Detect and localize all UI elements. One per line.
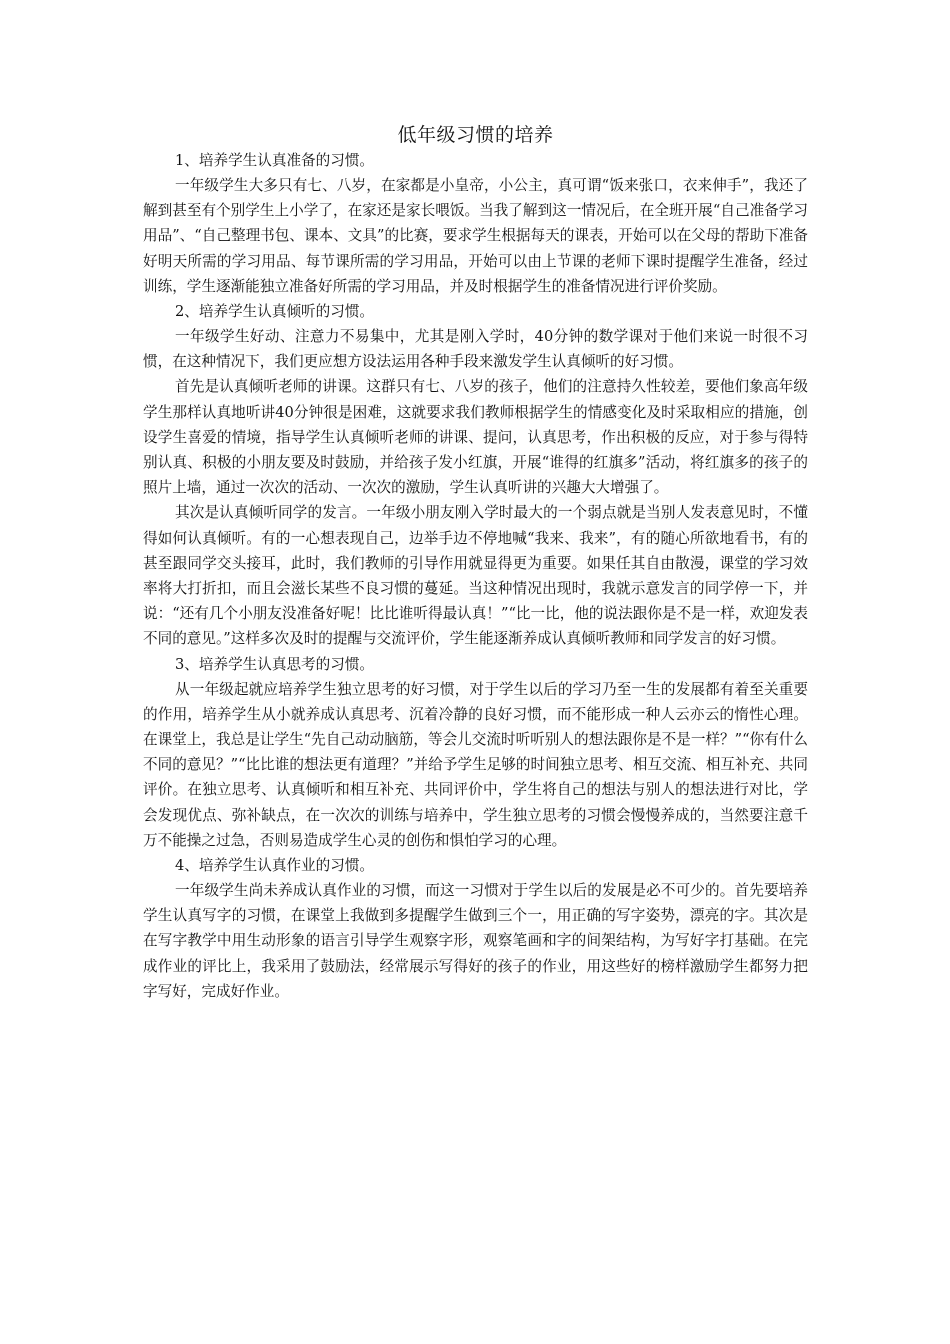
paragraph: 一年级学生大多只有七、八岁，在家都是小皇帝，小公主，真可谓“饭来张口，衣来伸手”，我还了解到甚至有个别学生上小学了，在家还是家长喂饭。当我了解到这一情况后，在全班开展“自己准备学习用品”、“自己整理书包、课本、文具”的比赛，要求学生根据每天的课表，开始可以在父母的帮助下准备好明天所需的学习用品、每节课所需的学习用品，开始可以由上节课的老师下课时提醒学生准备，经过训练，学生逐渐能独立准备好所需的学习用品，并及时根据学生的准备情况进行评价奖励。	[143, 177, 808, 295]
section-heading: 2、培养学生认真倾听的习惯。	[175, 303, 375, 321]
paragraph: 从一年级起就应培养学生独立思考的好习惯，对于学生以后的学习乃至一生的发展都有着至关重要的作用，培养学生从小就养成认真思考、沉着冷静的良好习惯，而不能形成一种人云亦云的惰性心理。在课堂上，我总是让学生“先自己动动脑筋，等会儿交流时听听别人的想法跟你是不是一样？”“你有什么不同的意见？”“比比谁的想法更有道理？”并给予学生足够的时间独立思考、相互交流、相互补充、共同评价。在独立思考、认真倾听和相互补充、共同评价中，学生将自己的想法与别人的想法进行对比，学会发现优点、弥补缺点，在一次次的训练与培养中，学生独立思考的习惯会慢慢养成的，当然要注意千万不能操之过急，否则易造成学生心灵的创伤和惧怕学习的心理。	[143, 680, 808, 849]
section-heading: 3、培养学生认真思考的习惯。	[175, 655, 375, 673]
paragraph: 一年级学生好动、注意力不易集中，尤其是刚入学时，40分钟的数学课对于他们来说一时很不习惯，在这种情况下，我们更应想方设法运用各种手段来激发学生认真倾听的好习惯。	[143, 328, 808, 371]
paragraph: 一年级学生尚未养成认真作业的习惯，而这一习惯对于学生以后的发展是必不可少的。首先要培养学生认真写字的习惯，在课堂上我做到多提醒学生做到三个一，用正确的写字姿势，漂亮的字。其次是在写字教学中用生动形象的语言引导学生观察字形，观察笔画和字的间架结构，为写好字打基础。在完成作业的评比上，我采用了鼓励法，经常展示写得好的孩子的作业，用这些好的榜样激励学生都努力把字写好，完成好作业。	[143, 882, 808, 1000]
paragraph: 首先是认真倾听老师的讲课。这群只有七、八岁的孩子，他们的注意持久性较差，要他们象高年级学生那样认真地听讲40分钟很是困难，这就要求我们教师根据学生的情感变化及时采取相应的措施，创设学生喜爱的情境，指导学生认真倾听老师的讲课、提问，认真思考，作出积极的反应，对于参与得特别认真、积极的小朋友要及时鼓励，并给孩子发小红旗，开展“谁得的红旗多”活动，将红旗多的孩子的照片上墙，通过一次次的活动、一次次的激励，学生认真听讲的兴趣大大增强了。	[143, 378, 808, 497]
section-heading: 1、培养学生认真准备的习惯。	[175, 152, 375, 169]
section-heading: 4、培养学生认真作业的习惯。	[175, 857, 375, 875]
document-body	[143, 122, 808, 1004]
paragraph: 其次是认真倾听同学的发言。一年级小朋友刚入学时最大的一个弱点就是当别人发表意见时，不懂得如何认真倾听。有的一心想表现自己，边举手边不停地喊“我来、我来”，有的随心所欲地看书，有的甚至跟同学交头接耳，此时，我们教师的引导作用就显得更为重要。如果任其自由散漫，课堂的学习效率将大打折扣，而且会滋长某些不良习惯的蔓延。当这种情况出现时，我就示意发言的同学停一下，并说：“还有几个小朋友没准备好呢！比比谁听得最认真！”“比一比，他的说法跟你是不是一样，欢迎发表不同的意见。”这样多次及时的提醒与交流评价，学生能逐渐养成认真倾听教师和同学发言的好习惯。	[143, 504, 808, 648]
document-title: 低年级习惯的培养	[397, 124, 554, 146]
